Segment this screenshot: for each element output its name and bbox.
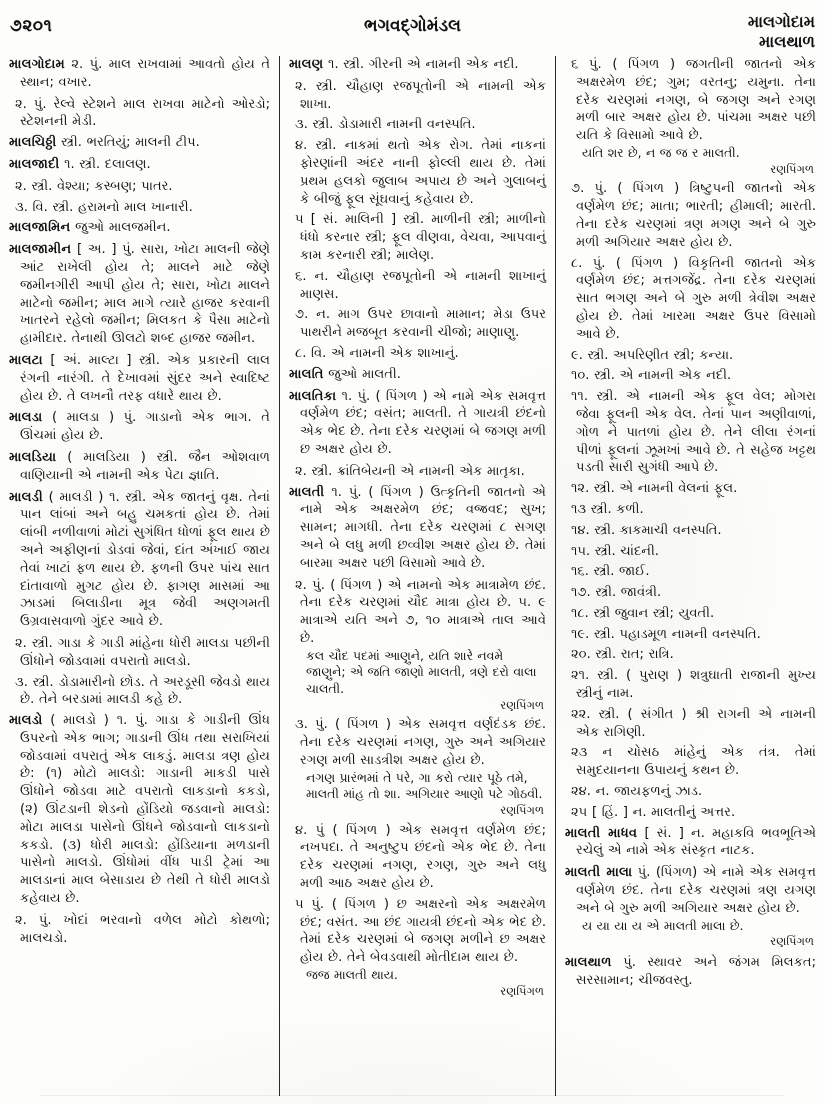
- dictionary-sense: [289, 268, 546, 304]
- guide-word-last: માલથાળ: [759, 32, 815, 51]
- entry-definition: ૧૫. સ્ત્રી. ચાંદની.: [571, 543, 659, 559]
- running-title: ભગવદ્ગોમંડલ: [364, 16, 461, 36]
- dictionary-entry: [9, 219, 270, 237]
- entry-definition: ૬ પું. ( પિંગળ ) જગતીની જાતનો એક અક્ષરમેળ છંદ; ગુમ; વરતનુ; યમુના. તેના દરેક ચરણમાં નગણ, બે જગણ અને રગણ મળી બાર અક્ષર હોય છે. પાંચમા અક્ષર પછી યતિ કે વિસામો આવે છે.: [571, 57, 816, 144]
- entry-definition: ૧૪. સ્ત્રી. કાકમાચી વનસ્પતિ.: [571, 522, 722, 538]
- dictionary-sense: [9, 96, 270, 132]
- dictionary-sense: [565, 255, 816, 344]
- entry-definition: ૧૧. સ્ત્રી. એ નામની એક ફૂલ વેલ; મોગરા જેવા ફૂલની એક વેલ. તેનાં પાન અણીવાળાં, ગોળ ને પાતળાં હોય છે. તેને લીલા રંગનાં પીળાં ફૂલનાં ઝૂમખાં આવે છે. તે સહેજ ખટ્ટથ પડતી સારી સુગંધી આપે છે.: [571, 389, 816, 476]
- entry-citation-source: રણપિંગળ: [500, 697, 544, 712]
- entry-definition: જુઓ માલતી.: [323, 366, 401, 382]
- entry-definition: ૮. વિ. એ નામની એક શાખાનું.: [295, 345, 459, 361]
- entry-definition: ૧. સ્ત્રી. દલાલણ.: [59, 156, 151, 172]
- entry-definition: ૪. સ્ત્રી. નાકમાં થતો એક રોગ. તેમાં નાકનાં ફોરણાંની અંદર નાની ફોલ્લી થાય છે. તેમાં પ્રથમ હલકો જુલાબ અપાય છે અને ગુલાબનું કે બીજું ફૂલ સૂંઘવાનું કહેવાય છે.: [295, 138, 546, 207]
- entry-citation-quote: યતિ શર છે, ન જ જ ર માલતી.: [582, 144, 740, 160]
- entry-definition: ૨. સ્ત્રી. ચૌહાણ રજપૂતોની એ નામની એક શાખા.: [295, 78, 546, 112]
- dictionary-sense: [9, 178, 270, 196]
- text-column-3: [556, 56, 825, 1096]
- dictionary-sense: [565, 480, 816, 498]
- dictionary-entry: [565, 825, 816, 861]
- entry-definition: ૩. વિ. સ્ત્રી. હરામનો માલ ખાનારી.: [15, 199, 193, 215]
- page-bottom-rule: [40, 1095, 785, 1096]
- dictionary-sense: [9, 912, 270, 948]
- dictionary-sense: [289, 78, 546, 114]
- entry-headword: માલતી માધવ: [565, 825, 638, 841]
- dictionary-sense: [565, 783, 816, 801]
- entry-citation-quote: જજ માલતી થાય.: [306, 967, 398, 983]
- entry-definition: ૧૨. સ્ત્રી. એ નામની વેલનાં ફૂલ.: [571, 481, 738, 497]
- dictionary-entry: [565, 864, 816, 950]
- entry-citation-source: રણપિંગળ: [770, 161, 814, 176]
- dictionary-sense: [565, 180, 816, 251]
- dictionary-sense: [565, 522, 816, 540]
- entry-citation-quote: નગણ પ્રારંભમાં તે પરે, ગા કરો ત્યાર પૂઠે તમે, માલતી માંહ તો શા. અગિયાર આણો પટે ગોઠવી.: [306, 769, 543, 802]
- entry-definition: ( માલડા ) પું. ગાડાનો એક ભાગ. તે ઊંચમાં હોય છે.: [20, 410, 270, 444]
- text-column-2: [279, 56, 556, 1096]
- dictionary-sense: [565, 56, 816, 177]
- dictionary-sense: [289, 345, 546, 363]
- dictionary-sense: [565, 646, 816, 664]
- dictionary-sense: [565, 605, 816, 623]
- dictionary-sense: [565, 388, 816, 477]
- dictionary-sense: [565, 804, 816, 822]
- dictionary-sense: [9, 674, 270, 710]
- entry-headword: માલતી: [289, 484, 325, 500]
- dictionary-entry: [9, 56, 270, 92]
- dictionary-sense: [9, 199, 270, 217]
- dictionary-sense: [565, 543, 816, 561]
- dictionary-entry: [9, 712, 270, 908]
- entry-definition: ૯. સ્ત્રી. અપરિણીત સ્ત્રી; કન્યા.: [571, 347, 734, 363]
- dictionary-sense: [289, 306, 546, 342]
- entry-definition: ૮. પું. ( પિંગળ ) વિકૃતિની જાતનો એક વર્ણમેળ છંદ; મત્તગજેંદ્ર. તેના દરેક ચરણમાં સાત ભગણ અને બે ગુરુ મળી ત્રેવીશ અક્ષર હોય છે. તેમાં ખારમા અક્ષર ઉપર વિસામો આવે છે.: [571, 255, 816, 342]
- dictionary-sense: [289, 716, 546, 818]
- entry-definition: ૨. પું. માલ રાખવામાં આવતો હોય તે સ્થાન; વખાર.: [20, 57, 270, 90]
- entry-definition: ૫ પું. ( પિંગળ ) છ અક્ષરનો એક અક્ષરમેળ છંદ; વસંત. આ છંદ ગાયત્રી છંદનો એક ભેદ છે. તેમાં દરેક ચરણમાં બે જગણ મળીને છ અક્ષર હોય છે. તેને બેવડવાથી મોતીદામ થાય છે.: [295, 896, 546, 966]
- dictionary-entry: [565, 954, 816, 990]
- entry-definition: ( માલડી ) ૧. સ્ત્રી. એક જાતનું વૃક્ષ. તેનાં પાન લાંબાં અને બહુ ચમકતાં હોય છે. તેમાં લાંબી નળીવાળાં મોટાં સુગંધિત ધોળાં ફૂલ થાય છે અને અફીણનાં ડોડવાં જેવાં, દાંત અંખાઈ જાય તેવાં ખાટાં ફળ થાય છે. ફળની ઉપર પાંચ સાત દાંતાવાળો મુગટ હોય છે. ફાગણ માસમાં આ ઝાડમાં બિલાડીના મૂત્ર જેવી અણગમતી ઉગ્રવાસવાળો ગુંદર આવે છે.: [20, 489, 270, 630]
- dictionary-sense: [289, 463, 546, 481]
- dictionary-sense: [565, 347, 816, 365]
- entry-definition: ૭. ન. માગ ઉપર છાવાનો મામાન; મેડા ઉપર પાથરીને મજબૂત કરવાની ચીજો; માણાણુ.: [295, 307, 546, 341]
- dictionary-entry: [289, 56, 546, 74]
- entry-definition: ૧૯. સ્ત્રી. પહાડમૂળ નામની વનસ્પતિ.: [571, 626, 761, 642]
- entry-definition: ૨. પું. રેલ્વે સ્ટેશને માલ રાખવા માટેનો ઓરડો; સ્ટેશનની મેડી.: [15, 96, 270, 130]
- entry-headword: માલગોદામ: [9, 57, 65, 72]
- entry-headword: માલજાદી: [9, 156, 60, 172]
- entry-headword: માલટા: [9, 352, 43, 368]
- entry-headword: માલતિ: [289, 366, 324, 382]
- dictionary-entry: [9, 352, 270, 405]
- entry-definition: ૨૪. ન. જાયફળનું ઝાડ.: [571, 784, 703, 800]
- dictionary-sense: [565, 563, 816, 581]
- entry-citation-source: રણપિંગળ: [500, 802, 544, 817]
- dictionary-sense: [289, 211, 546, 264]
- entry-definition: ૧૩ સ્ત્રી. કળી.: [571, 501, 644, 517]
- dictionary-entry: [9, 449, 270, 485]
- entry-definition: ૨. સ્ત્રી. ગાડા કે ગાડી માંહેના ધોરી માલડા પછીની ઊંધોને જોડવામાં વપરાતો માલડો.: [15, 635, 270, 669]
- entry-headword: માલડો: [9, 713, 43, 729]
- dictionary-entry: [9, 409, 270, 445]
- entry-definition: ૨૫ [ હિં. ] ન. માલતીનું અત્તર.: [571, 804, 736, 820]
- entry-headword: માલથાળ: [565, 955, 612, 971]
- dictionary-sense: [289, 896, 546, 1000]
- entry-definition: ૧૮. સ્ત્રી જુવાન સ્ત્રી; યુવતી.: [571, 605, 715, 621]
- entry-definition: ૨૦. સ્ત્રી. રાત; રાત્રિ.: [571, 647, 674, 663]
- page-header: [0, 10, 825, 56]
- dictionary-sense: [565, 584, 816, 602]
- entry-definition: [ અ. ] પું. સારા, ખોટા માલની જેણે આંટ રાખેલી હોય તે; માલને માટે જેણે જમીનગીરી આપી હોય તે; સારા, ખોટા માલને માટેનો જમીન; માલ માગે ત્યારે હાજર કરવાની ખાતરને રહેલો જમીન; મિલકત કે પૈસા માટેનો હામીદાર. તેનાથી ઊલટો શબ્દ હાજર જમીન.: [20, 242, 270, 347]
- entry-definition: ૧૬. સ્ત્રી. જાઈ.: [571, 564, 650, 580]
- dictionary-entry: [289, 484, 546, 573]
- entry-definition: ૨. પું. ખોદાં ભરવાનો વળેલ મોટો કોથળો; માલચડો.: [15, 912, 270, 946]
- entry-definition: સ્ત્રી. ભરતિયું; માલની ટીપ.: [56, 135, 200, 151]
- entry-definition: [ અં. માલ્ટા ] સ્ત્રી. એક પ્રકારની લાલ રંગની નારંગી. તે દેખાવમાં સુંદર અને સ્વાદિષ્ટ હોય છે. તે લખનૌ તરફ વધારે થાય છે.: [20, 352, 270, 404]
- dictionary-sense: [9, 635, 270, 671]
- entry-headword: માલચિઠ્ઠી: [9, 135, 57, 151]
- column-container: [0, 56, 825, 1096]
- entry-definition: ૨. સ્ત્રી. વેશ્યા; કસ્બણ; પાતર.: [15, 178, 173, 194]
- entry-definition: પું. (પિંગળ) એ નામે એક સમવૃત્ત વર્ણમેળ છંદ. તેના દરેક ચરણમાં ત્રણ યગણ અને બે ગુરુ મળી અગિયાર અક્ષર હોય છે.: [576, 865, 816, 916]
- entry-citation-source: રણપિંગળ: [770, 934, 814, 949]
- dictionary-sense: [565, 501, 816, 519]
- entry-headword: માલણ: [289, 57, 324, 72]
- dictionary-entry: [9, 134, 270, 152]
- dictionary-entry: [289, 388, 546, 459]
- entry-definition: ૧. પું. ( પિંગળ ) એ નામે એક સમવૃત્ત વર્ણમેળ છંદ; વસંત; માલતી. તે ગાયત્રી છંદનો એક ભેદ છે. તેના દરેક ચરણમાં બે જગણ મળી છ અક્ષર હોય છે.: [300, 388, 546, 457]
- guide-word-first: માલગોદામ: [747, 12, 815, 31]
- entry-headword: માલડી: [9, 489, 43, 505]
- entry-definition: ૩. પું. ( પિંગળ ) એક સમવૃત્ત વર્ણદંડક છંદ. તેના દરેક ચરણમાં નગણ, ગુરુ અને અગિયાર રગણ મળી સાડત્રીશ અક્ષર હોય છે.: [295, 717, 546, 768]
- dictionary-entry: [9, 489, 270, 631]
- entry-headword: માલતિકા: [289, 388, 337, 404]
- dictionary-sense: [289, 116, 546, 134]
- entry-definition: ( માલડો ) ૧. પું. ગાડા કે ગાડીની ઊંધ ઉપરનો એક ભાગ; ગાડાની ઊંધ તથા સરાખિયાં જોડવામાં વપરાતું એક લાકડું. માલડા ત્રણ હોય છે: (૧) મોટો માલડો: ગાડાની માકડી પાસે ઊંધોને જોડવા માટે વપરાતો લાકડાનો કકડો, (૨) ઊંટડાની શેડનો હોંડિયો જડવાનો માલડો: મોટા માલડા પાસેનો ઊંધને જોડવાનો લાકડાનો કકડો. (૩) ધોરી માલડો: હોંડિયાના મ‌ળડાની પાસેનો માલડો. ઊંધોમાં વીંધ પાડી ટ્રેમાં આ માલડાનાં માલ બેસાડાય છે તેથી તે ધોરી માલડો કહેવાય છે.: [20, 713, 270, 907]
- dictionary-entry: [289, 366, 546, 384]
- entry-definition: ૨૧. સ્ત્રી. ( પુરાણ ) શત્રુઘાતી રાજાની મુખ્ય સ્ત્રીનું નામ.: [571, 668, 816, 702]
- dictionary-entry: [9, 156, 270, 174]
- entry-definition: [ સં. ] ન. મહાકવિ ભવભૂતિએ રચેલું એ નામે એક સંસ્કૃત નાટક.: [576, 825, 817, 859]
- dictionary-sense: [289, 822, 546, 893]
- dictionary-sense: [289, 137, 546, 208]
- entry-definition: ૧૦. સ્ત્રી. એ નામની એક નદી.: [571, 368, 732, 384]
- entry-definition: ૧૭. સ્ત્રી. જાવંત્રી.: [571, 585, 662, 601]
- page-number: ૭૨૦૧: [10, 16, 53, 36]
- entry-definition: ૨૨. સ્ત્રી. ( સંગીત ) શ્રી રાગની એ નામની એક રાગિણી.: [571, 706, 816, 740]
- text-column-1: [0, 56, 279, 1096]
- entry-definition: ૨. સ્ત્રી. ક્રાંતિબેયની એ નામની એક માતૃકા.: [295, 463, 525, 479]
- entry-headword: માલજામિન: [9, 220, 71, 236]
- dictionary-sense: [565, 706, 816, 742]
- entry-definition: ૬. ન. ચૌહાણ રજપૂતોની એ નામની શાખાનું માણસ.: [295, 268, 546, 302]
- entry-definition: ૩. સ્ત્રી. ડોડામારીનો છોડ. તે અરડૂસી જેવડો થાય છે. તેને બરડામાં માલડી કહે છે.: [15, 674, 270, 708]
- entry-definition: ૪. પું ( પિંગળ ) એક સમવૃત્ત વર્ણમેળ છંદ; નખપદા. તે અનુષ્ટુપ છંદનો એક ભેદ છે. તેના દરેક ચરણમાં નગણ, રગણ, ગુરુ અને લધુ મળી આઠ અક્ષર હોય છે.: [295, 822, 546, 892]
- entry-headword: માલડા: [9, 410, 43, 426]
- entry-definition: ( માલડિયા ) સ્ત્રી. જૈન ઓશવાળ વાણિયાની એ નામની એક પેટા જ્ઞાતિ.: [20, 449, 270, 483]
- dictionary-sense: [565, 367, 816, 385]
- guide-words: [748, 12, 815, 52]
- entry-definition: જુઓ માલજમીન.: [70, 220, 171, 236]
- entry-headword: માલતી માલા: [565, 865, 633, 881]
- dictionary-entry: [9, 241, 270, 348]
- dictionary-sense: [565, 667, 816, 703]
- entry-headword: માલડિયા: [9, 449, 57, 465]
- dictionary-sense: [565, 744, 816, 780]
- entry-definition: ૩. સ્ત્રી. ડોડામારી નામની વનસ્પતિ.: [295, 117, 476, 133]
- entry-definition: ૨૩ ન ચોસઠ માંહેનું એક તંત્ર. તેમાં સમુદયાનના ઉપાયનું કથન છે.: [571, 745, 816, 779]
- dictionary-sense: [565, 626, 816, 644]
- entry-definition: ૭. પું. ( પિંગળ ) ત્રિષ્ટુપની જાતનો એક વર્ણમેળ છંદ; માતા; ભારતી; હીમાલી; મારતી. તેના દરેક ચરણમાં ત્રણ મગણ અને બે ગુરુ મળી અગિયાર અક્ષર હોય છે.: [571, 181, 816, 250]
- entry-definition: ૨. પું. ( પિંગળ ) એ નામનો એક માત્રામેળ છંદ. તેના દરેક ચરણમાં ચૌદ માત્રા હોય છે. ૫. ૯ માત્રાએ યતિ અને ૭, ૧૦ માત્રાએ તાલ આવે છે.: [295, 577, 546, 646]
- entry-definition: ૫ [ સં. માલિની ] સ્ત્રી. માળીની સ્ત્રી; માળીનો ધંધો કરનાર સ્ત્રી; ફૂલ વીણવા, વેચવા, આપવાનું કામ કરનારી સ્ત્રી; માલેણ.: [295, 212, 546, 263]
- entry-definition: ૧. સ્ત્રી. ગીરની એ નામની એક નદી.: [323, 57, 519, 72]
- entry-citation-source: રણપિંગળ: [500, 983, 544, 998]
- entry-citation-quote: કલ ચૌદ પદમાં આણુને, યતિ શારે નવમે જાણુને; એ જતિ જાણો માલતી, ત્રણે દરો વાલા ચાલતી.: [306, 647, 537, 696]
- entry-citation-quote: ય યા યા ય એ માલતી માલા છે.: [582, 917, 744, 933]
- entry-headword: માલજામીન: [9, 242, 72, 258]
- dictionary-sense: [289, 577, 546, 714]
- entry-definition: પું. સ્થાવર અને જંગમ મિલકત; સરસામાન; ચીજવસ્તુ.: [576, 955, 816, 988]
- entry-definition: ૧. પું. ( પિંગળ ) ઉત્કૃતિની જાતનો એ નામે એક અક્ષરમેળ છંદ; વજ્રવદ; સુખ; સામન; માગધી. તેના દરેક ચરણમાં ૮ સગણ અને બે લધુ મળી છવ્વીશ અક્ષર હોય છે. તેમાં બારમા અક્ષર પછી વિસામો આવે છે.: [300, 484, 546, 571]
